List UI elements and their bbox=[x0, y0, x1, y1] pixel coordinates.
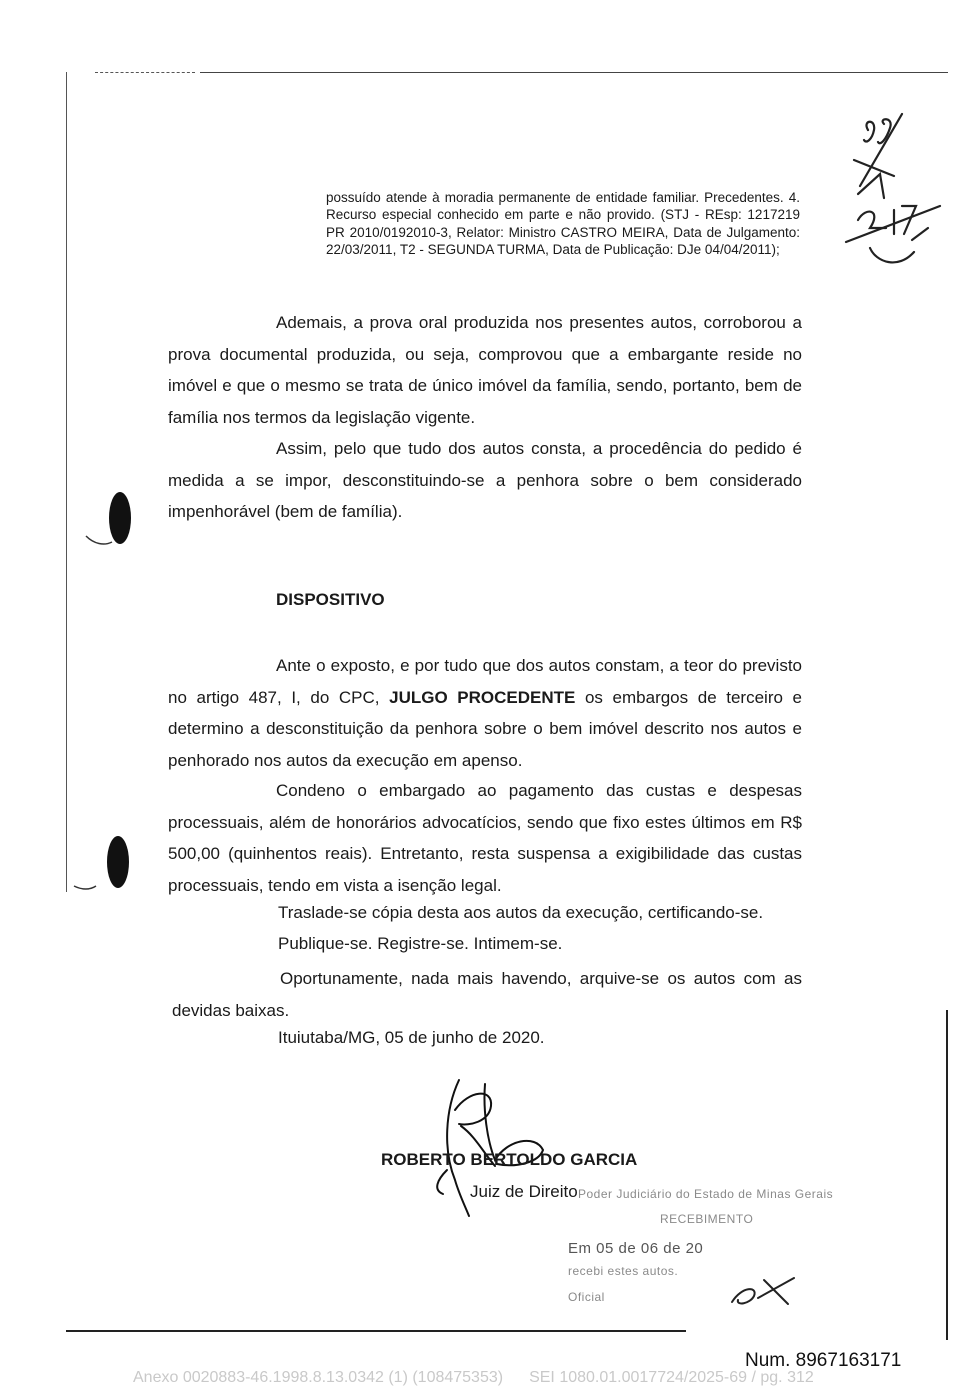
footer-left: Anexo 0020883-46.1998.8.13.0342 (1) (108475353) bbox=[133, 1369, 504, 1386]
stamp-line: RECEBIMENTO bbox=[660, 1212, 754, 1226]
top-dashed-rule bbox=[95, 72, 195, 73]
right-margin-rule bbox=[946, 1010, 948, 1340]
punch-hole-mark bbox=[72, 830, 132, 900]
judge-role: Juiz de Direito bbox=[470, 1182, 578, 1201]
date-line: Ituiutaba/MG, 05 de junho de 2020. bbox=[278, 1028, 545, 1047]
text-span: Ante o exposto, e por tudo que dos autos constam, a teor do previsto no artigo 487, I, do CPC, bbox=[168, 656, 802, 707]
text-span: os embargos de terceiro e determino a desconstituição da penhora sobre o bem imóvel descrito nos autos e penhorado nos autos da execução em apenso. bbox=[168, 687, 802, 770]
footer-annex bbox=[133, 1369, 814, 1387]
verdict-bold: JULGO PROCEDENTE bbox=[389, 687, 576, 707]
footer-right: SEI 1080.01.0017724/2025-69 / pg. 312 bbox=[529, 1369, 814, 1386]
punch-hole-mark bbox=[84, 488, 134, 558]
stamp-line: Em 05 de 06 de 20 bbox=[568, 1240, 704, 1257]
line-traslade: Traslade-se cópia desta aos autos da execução, certificando-se. bbox=[278, 903, 764, 922]
judge-name: ROBERTO BERTOLDO GARCIA bbox=[381, 1150, 638, 1169]
document-number: Num. 8967163171 bbox=[745, 1350, 902, 1371]
line-publique: Publique-se. Registre-se. Intimem-se. bbox=[278, 934, 563, 953]
top-rule bbox=[200, 72, 948, 73]
left-margin-rule bbox=[66, 72, 67, 892]
stamp-initials bbox=[728, 1272, 808, 1312]
paragraph-arquive: Oportunamente, nada mais havendo, arquive-se os autos com as devidas baixas. bbox=[172, 969, 802, 1020]
handwritten-page-numbers bbox=[840, 110, 950, 280]
stamp-line: recebi estes autos. bbox=[568, 1264, 679, 1278]
paragraph-oral-evidence: Ademais, a prova oral produzida nos presentes autos, corroborou a prova documental produzida, ou seja, comprovou que a embargante reside no imóvel e que o mesmo se trata de único imóvel da família, sendo, portanto, bem de família nos termos da legislação vigente. bbox=[168, 313, 802, 427]
stamp-line: Oficial bbox=[568, 1290, 605, 1304]
stamp-line: Poder Judiciário do Estado de Minas Gerais bbox=[578, 1187, 834, 1201]
section-heading: DISPOSITIVO bbox=[276, 590, 385, 609]
paragraph-procedencia: Assim, pelo que tudo dos autos consta, a procedência do pedido é medida a se impor, desconstituindo-se a penhora sobre o bem considerado impenhorável (bem de família). bbox=[168, 439, 802, 521]
paragraph-dispositivo bbox=[168, 650, 802, 776]
bottom-rule bbox=[66, 1330, 686, 1332]
paragraph-custas: Condeno o embargado ao pagamento das custas e despesas processuais, além de honorários advocatícios, sendo que fixo estes últimos em R$ 500,00 (quinhentos reais). Entretanto, resta suspensa a exigibilidade das custas processuais, tendo em vista a isenção legal. bbox=[168, 781, 802, 895]
jurisprudence-quote: possuído atende à moradia permanente de entidade familiar. Precedentes. 4. Recurso especial conhecido em parte e não provido. (STJ - REsp: 1217219 PR 2010/0192010-3, Relator: Ministro CASTRO MEIRA, Data de Julgamento: 22/03/2011, T2 - SEGUNDA TURMA, Data de Publicação: DJe 04/04/2011); bbox=[326, 190, 800, 258]
